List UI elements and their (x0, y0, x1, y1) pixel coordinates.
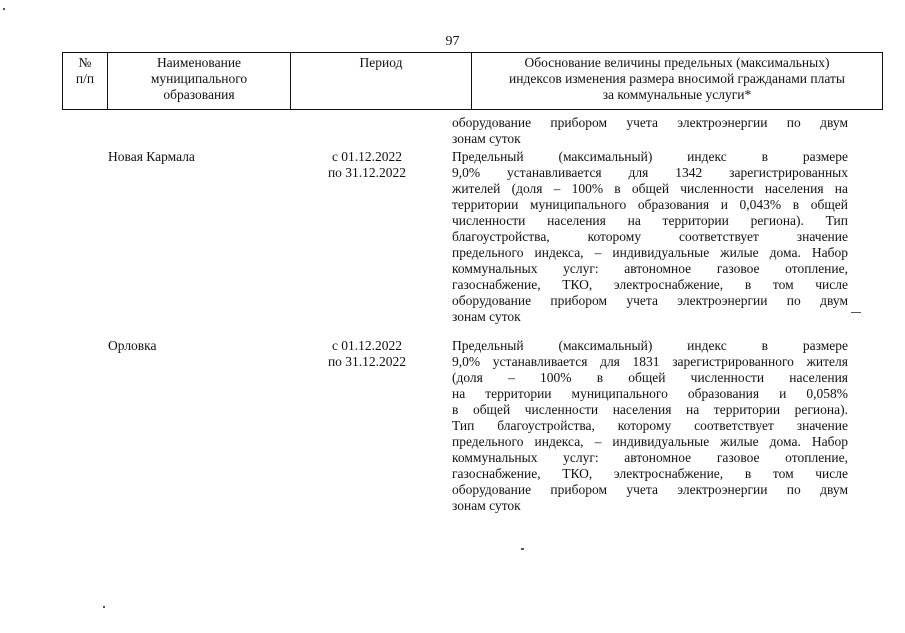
row-period: с 01.12.2022 по 31.12.2022 (327, 338, 407, 369)
continuation-text (452, 115, 848, 147)
row-period: с 01.12.2022 по 31.12.2022 (327, 149, 407, 180)
text-line: на территории муниципального образования и 0,058% (452, 386, 848, 401)
text-line: зонам суток (452, 131, 521, 146)
text-line: жителей (доля – 100% в общей численности населения на (452, 181, 848, 196)
text-line: Тип благоустройства, которому соответствует значение (452, 418, 848, 433)
text-line: зонам суток (452, 498, 521, 513)
text-line: оборудование прибором учета электроэнергии по двум (452, 293, 848, 308)
text-line: зонам суток (452, 309, 521, 324)
text-line: газоснабжение, ТКО, электроснабжение, в том числе (452, 466, 848, 481)
text-line: оборудование прибором учета электроэнергии по двум (452, 482, 848, 497)
text-line: в общей численности населения на территории региона). (452, 402, 848, 417)
text-line: Предельный (максимальный) индекс в размере (452, 338, 848, 353)
header-number: № п/п (63, 53, 108, 110)
text-line: газоснабжение, ТКО, электроснабжение, в том числе (452, 277, 848, 292)
row-municipality: Новая Кармала (108, 149, 195, 164)
scan-speck (103, 606, 105, 608)
text-line: численности населения на территории региона). Тип (452, 213, 848, 228)
text-line: Предельный (максимальный) индекс в размере (452, 149, 848, 164)
text-line: оборудование прибором учета электроэнергии по двум (452, 115, 848, 130)
table-header (62, 52, 883, 110)
page-number: 97 (445, 34, 460, 49)
header-period: Период (291, 53, 472, 110)
row-justification (452, 338, 848, 514)
text-line: (доля – 100% в общей численности населения (452, 370, 848, 385)
text-line: 9,0% устанавливается для 1342 зарегистрированных (452, 165, 848, 180)
text-line: территории муниципального образования и 0,043% в общей (452, 197, 848, 212)
scan-speck (3, 8, 5, 10)
row-justification (452, 149, 848, 325)
scan-speck (851, 312, 861, 313)
text-line: коммунальных услуг: автономное газовое отопление, (452, 261, 848, 276)
text-line: предельного индекса, – индивидуальные жилые дома. Набор (452, 434, 848, 449)
header-justification: Обоснование величины предельных (максимальных) индексов изменения размера вносимой гражданами платы за коммунальные услуги* (472, 53, 883, 110)
text-line: благоустройства, которому соответствует значение (452, 229, 848, 244)
text-line: 9,0% устанавливается для 1831 зарегистрированного жителя (452, 354, 848, 369)
table-header-row (63, 53, 883, 110)
row-municipality: Орловка (108, 338, 157, 353)
scan-speck (521, 548, 524, 550)
text-line: предельного индекса, – индивидуальные жилые дома. Набор (452, 245, 848, 260)
text-line: коммунальных услуг: автономное газовое отопление, (452, 450, 848, 465)
header-municipality: Наименование муниципального образования (108, 53, 291, 110)
